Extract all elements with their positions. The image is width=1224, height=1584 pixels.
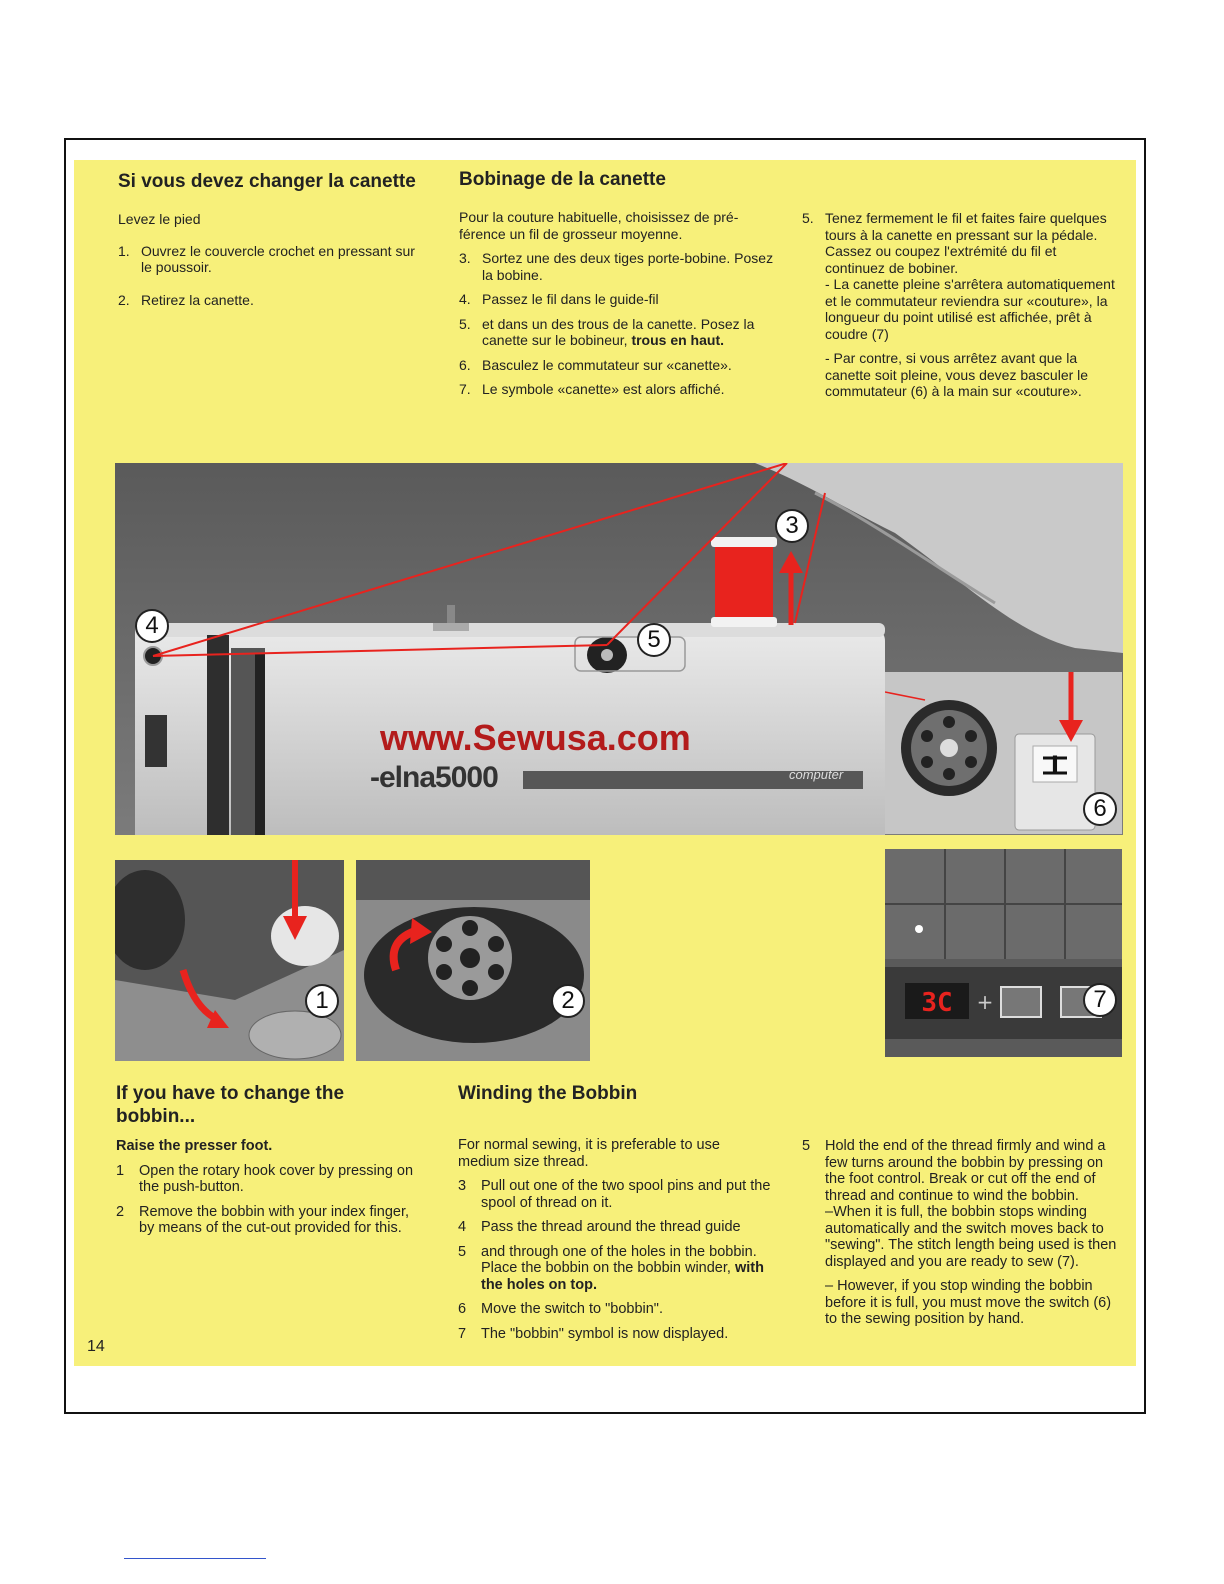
hook-cover-photo xyxy=(115,860,344,1061)
page-number: 14 xyxy=(87,1338,105,1355)
fr-winding-step-7: 7. Le symbole «canette» est alors affiché. xyxy=(459,381,725,397)
en-step5: 5 Hold the end of the thread firmly and wind a few turns around the bobbin by pressing on the foot control. Break or cut off the end of thread and continue to wind the bobbin. –When it is full, the bobbin stops winding automatically and the switch moves back to "sewing". The stitch length being used is then displayed and you are ready to sew (7). – However, if you stop winding the bobbin before it is full, you must move the switch (6) to the sewing position by hand. xyxy=(802,1138,1122,1328)
footer-link-underline xyxy=(124,1558,266,1559)
en-winding-title: Winding the Bobbin xyxy=(458,1083,638,1104)
fr-change-step-1: 1. Ouvrez le couvercle crochet en pressant sur le poussoir. xyxy=(118,242,415,275)
fr-winding-step-3: 3. Sortez une des deux tiges porte-bobine. Posez la bobine. xyxy=(459,250,774,283)
callout-3: 3 xyxy=(775,509,809,543)
callout-4: 4 xyxy=(135,609,169,643)
fr-step5-note2: - Par contre, si vous arrêtez avant que la canette soit pleine, vous devez basculer le commutateur (6) à la main sur «couture». xyxy=(825,350,1089,399)
fr-winding-section xyxy=(459,168,779,406)
fr-winding-intro: Pour la couture habituelle, choisissez de pré-férence un fil de grosseur moyenne. xyxy=(459,209,739,242)
callout-1: 1 xyxy=(305,984,339,1018)
fr-change-section xyxy=(118,170,448,316)
svg-text:I: I xyxy=(1050,753,1060,778)
fr-winding-step-5: 5. et dans un des trous de la canette. Posez la canette sur le bobineur, trous en haut. xyxy=(459,315,755,348)
en-winding-step-5: 5 and through one of the holes in the bobbin. Place the bobbin on the bobbin winder, with the holes on top. xyxy=(458,1243,764,1293)
callout-7: 7 xyxy=(1083,983,1117,1017)
display-photo xyxy=(885,849,1122,1057)
en-change-step-2: 2 Remove the bobbin with your index finger, by means of the cut-out provided for this. xyxy=(116,1203,410,1236)
machine-label: computer xyxy=(789,767,844,782)
en-step5-note2: – However, if you stop winding the bobbin before it is full, you must move the switch (6) to the sewing position by hand. xyxy=(825,1278,1112,1327)
en-winding-section xyxy=(458,1082,778,1350)
fr-winding-step-6: 6. Basculez le commutateur sur «canette». xyxy=(459,356,732,373)
callout-5: 5 xyxy=(637,623,671,657)
svg-text:+: + xyxy=(976,990,994,1014)
watermark: www.Sewusa.com xyxy=(380,717,691,758)
en-winding-step-7: 7 The "bobbin" symbol is now displayed. xyxy=(458,1325,729,1342)
stitch-length-readout: 3C xyxy=(921,988,953,1018)
callout-6: 6 xyxy=(1083,792,1117,826)
en-step5-section xyxy=(802,1138,1122,1328)
en-change-section xyxy=(116,1082,436,1245)
remove-bobbin-photo xyxy=(356,860,590,1061)
fr-change-step-2: 2. Retirez la canette. xyxy=(118,291,254,308)
en-change-step-1: 1 Open the rotary hook cover by pressing on the push-button. xyxy=(116,1162,414,1195)
fr-step5-note1: - La canette pleine s'arrêtera automatiquement et le commutateur reviendra sur «couture», la longueur du point utilisé est affichée, prêt à coudre (7) xyxy=(825,276,1115,342)
switch-photo xyxy=(885,672,1122,834)
en-change-title: If you have to change the bobbin... xyxy=(116,1083,345,1127)
fr-winding-title: Bobinage de la canette xyxy=(459,169,666,190)
en-winding-step-6: 6 Move the switch to "bobbin". xyxy=(458,1301,663,1317)
callout-2: 2 xyxy=(551,984,585,1018)
en-winding-step-4: 4 Pass the thread around the thread guide xyxy=(458,1219,741,1235)
en-step5-note1: –When it is full, the bobbin stops winding automatically and the switch moves back to "sewing". The stitch length being used is then displayed and you are ready to sew (7). xyxy=(825,1204,1117,1270)
en-winding-intro: For normal sewing, it is preferable to use medium size thread. xyxy=(458,1137,720,1170)
en-change-intro: Raise the presser foot. xyxy=(116,1138,273,1154)
fr-step5: 5. Tenez fermement le fil et faites faire quelques tours à la canette en pressant sur la pédale. Cassez ou coupez l'extrémité du fil et continuez de bobiner. - La canette pleine s'arrêtera automatiquement et le commutateur reviendra sur «couture», la longueur du point utilisé est affichée, prêt à coudre (7) - Par contre, si vous arrêtez avant que la canette soit pleine, vous devez basculer le commutateur (6) à la main sur «couture». xyxy=(802,210,1120,400)
en-winding-step-3: 3 Pull out one of the two spool pins and put the spool of thread on it. xyxy=(458,1178,771,1211)
machine-brand: -elna5000 xyxy=(370,761,498,794)
fr-winding-step-4: 4. Passez le fil dans le guide-fil xyxy=(459,291,659,307)
fr-change-intro: Levez le pied xyxy=(118,211,201,227)
fr-step5-section xyxy=(802,210,1120,400)
fr-change-title: Si vous devez changer la canette xyxy=(118,171,416,192)
